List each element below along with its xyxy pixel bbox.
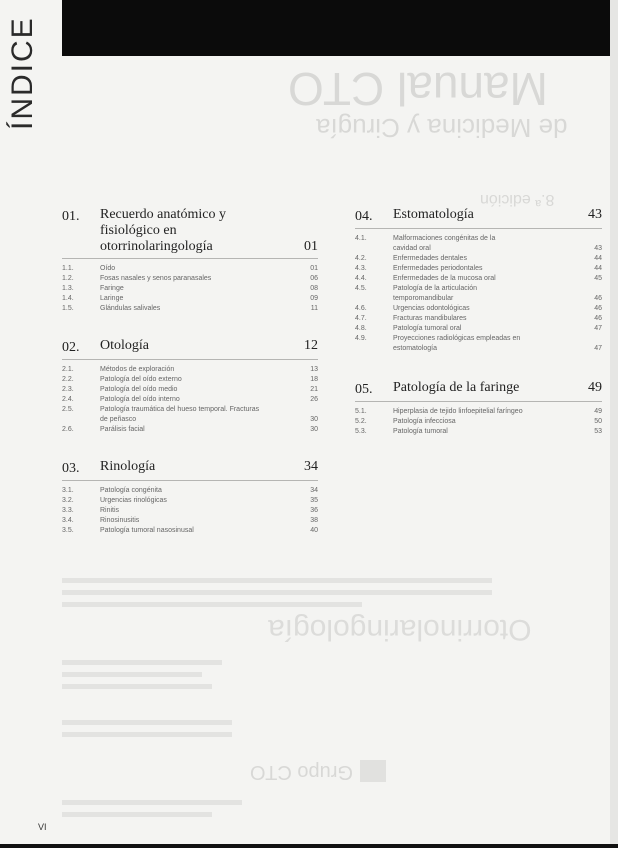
entry-title: Patología del oído externo <box>100 376 182 383</box>
ghost-line <box>62 590 492 595</box>
entry-page: 35 <box>310 497 318 504</box>
entry-title: Rinosinusitis <box>100 517 140 524</box>
toc-entry <box>355 274 602 284</box>
entry-title: Faringe <box>100 285 124 292</box>
entry-number: 1.2. <box>62 275 74 282</box>
entry-title: Métodos de exploración <box>100 366 175 373</box>
entry-number: 3.3. <box>62 507 74 514</box>
chapter-title: Recuerdo anatómico y fisiológico en otorrinolaringología <box>100 207 226 254</box>
entry-number: 3.4. <box>62 517 74 524</box>
chapter-number: 03. <box>62 461 80 476</box>
entry-title: Fosas nasales y senos paranasales <box>100 275 212 282</box>
entry-number: 1.1. <box>62 265 74 272</box>
chapter-title: Rinología <box>100 459 156 474</box>
chapter-04 <box>355 207 602 354</box>
ghost-line <box>62 732 232 737</box>
entry-page: 18 <box>310 376 318 383</box>
chapter-01 <box>62 207 318 314</box>
ghost-line <box>62 812 212 817</box>
entry-number: 4.2. <box>355 255 367 262</box>
entry-number: 2.6. <box>62 426 74 433</box>
chapter-number: 04. <box>355 209 373 224</box>
ghost-logo-icon <box>360 760 386 782</box>
toc-entry <box>355 314 602 324</box>
entry-title: Enfermedades de la mucosa oral <box>393 275 496 282</box>
chapter-page: 43 <box>588 207 602 222</box>
entry-page: 45 <box>594 275 602 282</box>
entry-title: Patología tumoral nasosinusal <box>100 527 194 534</box>
toc-entry <box>62 274 318 284</box>
entry-title: Hiperplasia de tejido linfoepitelial faríngeo <box>393 408 523 415</box>
toc-entry <box>62 375 318 385</box>
entry-number: 2.1. <box>62 366 74 373</box>
entry-number: 4.3. <box>355 265 367 272</box>
toc-left-column <box>62 207 318 536</box>
toc-entry <box>62 486 318 496</box>
entry-number: 4.4. <box>355 275 367 282</box>
entry-page: 47 <box>594 345 602 352</box>
entry-title: Patología congénita <box>100 487 162 494</box>
toc-entry <box>355 264 602 274</box>
entry-page: 06 <box>310 275 318 282</box>
entry-number: 5.3. <box>355 428 367 435</box>
entry-number: 1.4. <box>62 295 74 302</box>
page-edge <box>610 0 618 848</box>
toc-entry <box>355 284 602 304</box>
toc-entry <box>355 324 602 334</box>
entry-page: 38 <box>310 517 318 524</box>
toc-entry <box>355 254 602 264</box>
entry-number: 2.4. <box>62 396 74 403</box>
entry-title: Laringe <box>100 295 124 302</box>
toc-entry <box>355 234 602 254</box>
toc-entry <box>62 264 318 274</box>
sidebar-title: ÍNDICE <box>6 16 39 130</box>
entry-number: 5.2. <box>355 418 367 425</box>
header-bar <box>62 0 610 56</box>
toc-entry <box>62 526 318 536</box>
ghost-line <box>62 602 362 607</box>
toc-entry <box>62 294 318 304</box>
entry-number: 1.5. <box>62 305 74 312</box>
entry-number: 4.1. <box>355 235 367 242</box>
entry-page: 46 <box>594 305 602 312</box>
divider <box>355 228 602 229</box>
chapter-number: 02. <box>62 340 80 355</box>
entry-page: 49 <box>594 408 602 415</box>
divider <box>355 401 602 402</box>
chapter-page: 12 <box>304 338 318 353</box>
toc-entry <box>62 516 318 526</box>
entry-number: 4.8. <box>355 325 367 332</box>
ghost-line <box>62 684 212 689</box>
entry-page: 26 <box>310 396 318 403</box>
chapter-number: 05. <box>355 382 373 397</box>
chapter-page: 01 <box>304 239 318 254</box>
entry-title: Patología de la articulación temporomandibular <box>393 285 478 302</box>
ghost-subtitle: de Medicina y Cirugía <box>316 113 568 143</box>
entry-number: 2.5. <box>62 406 74 413</box>
entry-title: Patología del oído medio <box>100 386 178 393</box>
entry-page: 40 <box>310 527 318 534</box>
entry-page: 44 <box>594 265 602 272</box>
entry-page: 43 <box>594 245 602 252</box>
entry-page: 08 <box>310 285 318 292</box>
chapter-number: 01. <box>62 209 80 224</box>
entry-page: 09 <box>310 295 318 302</box>
entry-number: 3.1. <box>62 487 74 494</box>
entry-title: Enfermedades periodontales <box>393 265 483 272</box>
toc-entry <box>62 395 318 405</box>
entry-page: 13 <box>310 366 318 373</box>
entry-page: 53 <box>594 428 602 435</box>
toc-entry <box>355 407 602 417</box>
divider <box>62 480 318 481</box>
entry-page: 47 <box>594 325 602 332</box>
entry-title: Fracturas mandibulares <box>393 315 467 322</box>
toc-right-column <box>355 207 602 437</box>
ghost-line <box>62 578 492 583</box>
entry-title: Enfermedades dentales <box>393 255 467 262</box>
toc-entry <box>62 425 318 435</box>
entry-number: 1.3. <box>62 285 74 292</box>
toc-entry <box>355 417 602 427</box>
ghost-title: Manual CTO <box>288 63 548 115</box>
toc-entry <box>62 284 318 294</box>
toc-entry <box>62 385 318 395</box>
ghost-line <box>62 660 222 665</box>
toc-entry <box>62 304 318 314</box>
entry-title: Glándulas salivales <box>100 305 161 312</box>
page-number: VI <box>38 822 47 832</box>
entry-number: 4.9. <box>355 335 367 342</box>
chapter-title: Patología de la faringe <box>393 380 520 395</box>
entry-title: Patología tumoral <box>393 428 448 435</box>
ghost-line <box>62 672 202 677</box>
entry-page: 44 <box>594 255 602 262</box>
entry-page: 36 <box>310 507 318 514</box>
entry-page: 01 <box>310 265 318 272</box>
entry-page: 46 <box>594 315 602 322</box>
entry-title: Rinitis <box>100 507 120 514</box>
ghost-line <box>62 720 232 725</box>
ghost-book: Otorrinolaringología <box>268 613 532 646</box>
entry-title: Patología tumoral oral <box>393 325 462 332</box>
entry-title: Urgencias odontológicas <box>393 305 470 312</box>
entry-number: 2.3. <box>62 386 74 393</box>
chapter-02 <box>62 338 318 435</box>
entry-title: Oído <box>100 265 116 272</box>
entry-title: Proyecciones radiológicas empleadas en estomatología <box>393 335 521 352</box>
toc-entry <box>355 304 602 314</box>
entry-title: Parálisis facial <box>100 426 145 433</box>
entry-number: 3.2. <box>62 497 74 504</box>
ghost-edition: 8.ª edición <box>480 191 555 208</box>
entry-number: 2.2. <box>62 376 74 383</box>
entry-title: Urgencias rinológicas <box>100 497 167 504</box>
toc-entry <box>62 405 318 425</box>
entry-title: Patología traumática del hueso temporal. Fracturas de peñasco <box>100 406 260 423</box>
toc-entry <box>62 365 318 375</box>
chapter-page: 49 <box>588 380 602 395</box>
entry-number: 5.1. <box>355 408 367 415</box>
bottom-bar <box>0 844 618 848</box>
entry-number: 3.5. <box>62 527 74 534</box>
entry-page: 46 <box>594 295 602 302</box>
toc-entry <box>62 496 318 506</box>
chapter-05 <box>355 380 602 437</box>
chapter-page: 34 <box>304 459 318 474</box>
entry-number: 4.7. <box>355 315 367 322</box>
toc-entry <box>62 506 318 516</box>
entry-title: Patología del oído interno <box>100 396 180 403</box>
entry-title: Patología infecciosa <box>393 418 456 425</box>
entry-title: Malformaciones congénitas de la cavidad oral <box>393 235 496 252</box>
chapter-title: Estomatología <box>393 207 474 222</box>
entry-number: 4.5. <box>355 285 367 292</box>
divider <box>62 359 318 360</box>
entry-page: 30 <box>310 416 318 423</box>
chapter-03 <box>62 459 318 536</box>
entry-page: 11 <box>310 305 318 312</box>
ghost-line <box>62 800 242 805</box>
entry-page: 30 <box>310 426 318 433</box>
toc-entry <box>355 334 602 354</box>
entry-number: 4.6. <box>355 305 367 312</box>
divider <box>62 258 318 259</box>
entry-page: 50 <box>594 418 602 425</box>
ghost-publisher: Grupo CTO <box>250 761 353 783</box>
entry-page: 34 <box>310 487 318 494</box>
chapter-title: Otología <box>100 338 149 353</box>
entry-page: 21 <box>310 386 318 393</box>
toc-entry <box>355 427 602 437</box>
